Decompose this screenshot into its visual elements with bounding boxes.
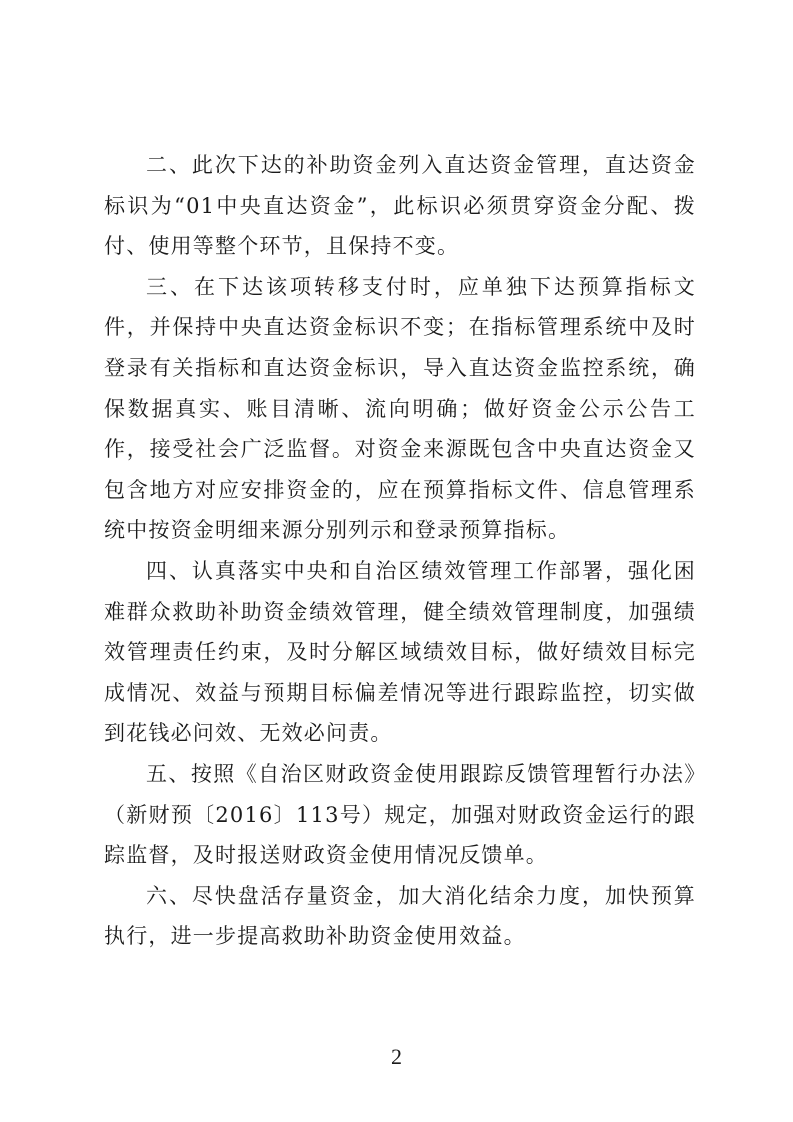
paragraph-3-transfer-payment-requirements: 三、在下达该项转移支付时，应单独下达预算指标文件，并保持中央直达资金标识不变；在指标管理系统中及时登录有关指标和直达资金标识，导入直达资金监控系统，确保数据真实、账目清晰、流向明确；做好资金公示公告工作，接受社会广泛监督。对资金来源既包含中央直达资金又包含地方对应安排资金的，应在预算指标文件、信息管理系统中按资金明细来源分别列示和登录预算指标。 <box>104 274 696 543</box>
page-number: 2 <box>391 1044 402 1069</box>
paragraph-5-fund-tracking-feedback: 五、按照《自治区财政资金使用跟踪反馈管理暂行办法》（新财预〔2016〕113号）规定，加强对财政资金运行的跟踪监督，及时报送财政资金使用情况反馈单。 <box>104 761 696 868</box>
paragraph-4-performance-management: 四、认真落实中央和自治区绩效管理工作部署，强化困难群众救助补助资金绩效管理，健全绩效管理制度，加强绩效管理责任约束，及时分解区域绩效目标，做好绩效目标完成情况、效益与预期目标偏差情况等进行跟踪监控，切实做到花钱必问效、无效必问责。 <box>104 558 696 746</box>
paragraph-2-direct-funds-management: 二、此次下达的补助资金列入直达资金管理，直达资金标识为“01中央直达资金”，此标识必须贯穿资金分配、拨付、使用等整个环节，且保持不变。 <box>104 153 696 259</box>
document-body <box>104 145 696 957</box>
paragraph-6-activate-stock-funds: 六、尽快盘活存量资金，加大消化结余力度，加快预算执行，进一步提高救助补助资金使用效益。 <box>104 883 696 949</box>
